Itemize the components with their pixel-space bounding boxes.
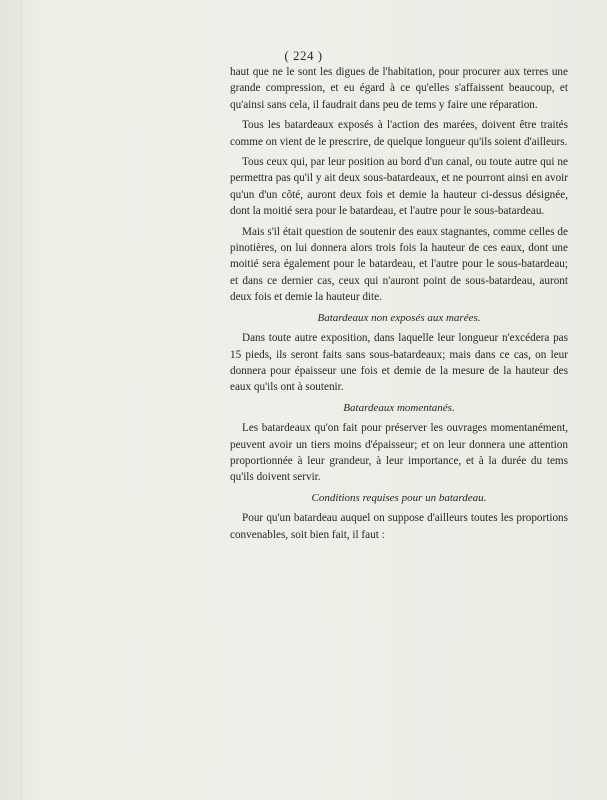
body-text [230,64,568,547]
paragraph-1: haut que ne le sont les digues de l'habitation, pour procurer aux terres une grande compression, et eu égard à ce qu'elles s'affaissent beaucoup, et qu'ainsi sans cela, il faudrait dans peu de tems y faire une réparation. [230,66,568,111]
section-heading-non-exposes: Batardeaux non exposés aux marées. [317,311,481,324]
page-number: ( 224 ) [284,48,323,63]
section-heading-momentanes: Batardeaux momentanés. [343,401,455,414]
paragraph-4: Mais s'il était question de soutenir des eaux stagnantes, comme celles de pinotières, on lui donnera alors trois fois la hauteur de ces eaux, dont une moitié sera également pour le batardeau, et l'autre pour le sous-batardeau; et dans ce dernier cas, ceux qui n'auront point de sous-batardeau, auront deux fois et demie la hauteur dite. [230,225,568,304]
paragraph-3: Tous ceux qui, par leur position au bord d'un canal, ou toute autre qui ne permettra pas qu'il y ait deux sous-batardeaux, et ne pourront ainsi en avoir qu'un d'un côté, auront deux fois et demie la hauteur ci-dessus désignée, dont la moitié sera pour le batardeau, et l'autre pour le sous-batardeau. [230,156,568,218]
paragraph-2: Tous les batardeaux exposés à l'action des marées, doivent être traités comme on vient de le prescrire, de quelque longueur qu'ils soient d'ailleurs. [230,119,568,148]
page-edge-shadow [20,0,22,800]
paragraph-7: Pour qu'un batardeau auquel on suppose d'ailleurs toutes les proportions convenables, soit bien fait, il faut : [230,512,568,541]
section-heading-conditions: Conditions requises pour un batardeau. [311,491,487,504]
paragraph-5: Dans toute autre exposition, dans laquelle leur longueur n'excédera pas 15 pieds, ils seront faits sans sous-batardeaux; mais dans ce cas, on leur donnera pour épaisseur une fois et demie de la mesure de la hauteur des eaux qu'ils ont à soutenir. [230,332,568,394]
paragraph-6: Les batardeaux qu'on fait pour préserver les ouvrages momentanément, peuvent avoir un tiers moins d'épaisseur; et on leur donnera une attention proportionnée à leur grandeur, à leur importance, et à la durée du tems qu'ils doivent servir. [230,422,568,484]
